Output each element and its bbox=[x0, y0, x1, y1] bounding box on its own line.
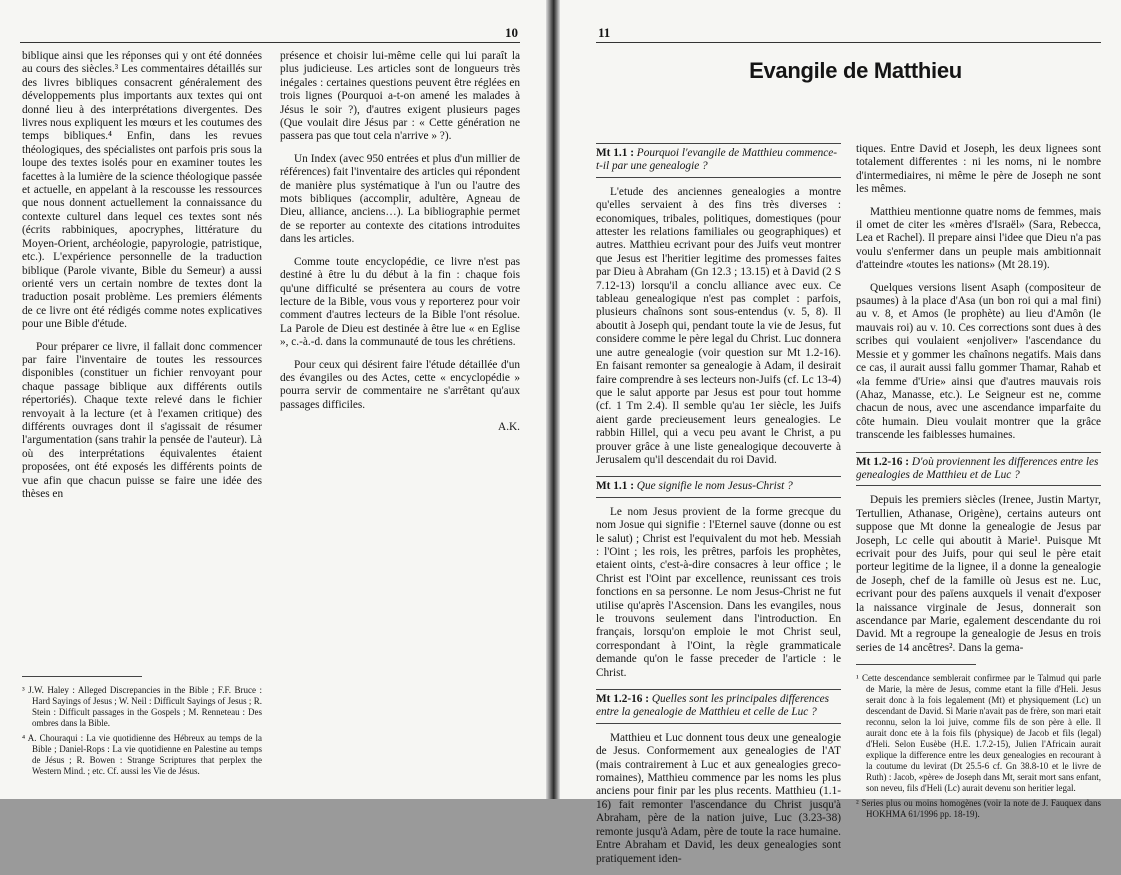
paragraph: Pour préparer ce livre, il fallait donc commencer par faire l'inventaire de toutes les ressources disponibles (constituer un fichier renvoyant pour chaque passage biblique aux différents outils répertoriés). Chaque texte relevé dans le fichier renvoyait à la lecture (et à l'examen critique) des différents ouvrages dont il s'agissait de résumer l'argumentation (sans trahir la pensée de l'auteur). Là où des interprétations équivalentes étaient proposées, ont été exposés les différents points de vue afin que chacun puisse se faire une idée des thèses en bbox=[22, 340, 262, 500]
question-reference: Mt 1.2-16 : bbox=[856, 455, 910, 468]
question-text: D'où proviennent les differences entre les genealogies de Matthieu et de Luc ? bbox=[856, 455, 1099, 481]
paragraph: biblique ainsi que les réponses qui y ont été données au cours des siècles.³ Les commentaires détaillés sur des livres bibliques consacrent généralement des développements plus importants aux textes qui ont donné lieu à des interprétations divergentes. Des livres nous expliquent les mœurs et les coutumes des temps bibliques.⁴ Enfin, dans les revues théologiques, des spécialistes ont parfois pris sous la loupe des textes isolés pour en examiner toutes les facettes à la lumière de la science théologique passée et actuelle, en appelant à la rescousse les ressources que nous donnent actuellement la connaissance du contexte culturel dans lequel ces textes sont nés (écrits rabbiniques, apocryphes, littérature du Moyen-Orient, archéologie, papyrologie, patristique, etc.). L'expérience personnelle de la traduction biblique (Parole vivante, Bible du Semeur) a aussi orienté vers un certain nombre de textes dont la traduction posait problème. Les premiers éléments de ce livre ont été rédigés comme notes explicatives pour une Bible d'étude. bbox=[22, 50, 262, 331]
paragraph: Pour ceux qui désirent faire l'étude détaillée d'un des évangiles ou des Actes, cette « encyclopédie » pourra servir de commentaire ne s'arrêtant qu'aux passages difficiles. bbox=[280, 358, 520, 411]
question-reference: Mt 1.1 : bbox=[596, 147, 634, 159]
page-number-left: 10 bbox=[505, 25, 518, 40]
paragraph: tiques. Entre David et Joseph, les deux lignees sont totalement differentes : ni les noms, ni le nombre d'intermediaires, ni même le père de Joseph ne sont les mêmes. bbox=[856, 143, 1101, 196]
right-column-2 bbox=[856, 143, 1101, 824]
question-heading bbox=[856, 452, 1101, 487]
book-gutter bbox=[546, 0, 560, 799]
paragraph: Quelques versions lisent Asaph (compositeur de psaumes) à la place d'Asa (un bon roi qui a mal fini) au v. 8, et Amos (le prophète) au lieu d'Amôn (le mauvais roi) au v. 10. Ces corrections sont dues à des scribes qui voulaient «enjoliver» l'ascendance du Messie et y gommer les chaînons negatifs. Mais dans ce cas, il aurait aussi fallu gommer Thamar, Rahab et «la femme d'Urie» ainsi que d'autres mauvais rois (Ahaz, Manasse, etc.). Le Seigneur est ne, comme chacun de nous, avec une ascendance imparfaite du côte humain. Dieu voulait montrer que la grâce transcende les faiblesses humaines. bbox=[856, 281, 1101, 442]
question-heading bbox=[596, 143, 841, 178]
question-heading bbox=[596, 476, 841, 497]
paragraph: Comme toute encyclopédie, ce livre n'est pas destiné à être lu du début à la fin : chaque fois qu'une difficulté se présentera au cours de votre lecture de la Bible, vous vous y reporterez pour voir comment d'autres lecteurs de la Bible l'ont résolue. La Parole de Dieu est destinée à être lue « en Eglise », c.-à.-d. dans la communauté de tous les chrétiens. bbox=[280, 255, 520, 349]
right-column-1 bbox=[596, 143, 841, 875]
question-text: Pourquoi l'evangile de Matthieu commence-t-il par une genealogie ? bbox=[596, 147, 838, 173]
footnote-separator bbox=[22, 676, 142, 677]
paragraph: Matthieu mentionne quatre noms de femmes, mais il omet de citer les «mères d'Israël» (Sara, Rebecca, Lea et Rachel). Il prepare ainsi l'idee que Dieu n'a pas voulu s'enfermer dans un peuple mais ambitionnait d'atteindre «toutes les nations» (Mt 28.19). bbox=[856, 205, 1101, 272]
header-rule bbox=[20, 42, 520, 43]
footnote-separator bbox=[856, 664, 976, 665]
chapter-title: Evangile de Matthieu bbox=[749, 58, 962, 83]
paragraph: Un Index (avec 950 entrées et plus d'un millier de références) fait l'inventaire des articles qui répondent de manière plus systématique à l'un ou l'autre des mots bibliques (accomplir, adultère, Agneau de Dieu, alliance, anciens…). La bibliographie permet de se reporter au contexte des citations introduites dans les articles. bbox=[280, 152, 520, 246]
author-signature: A.K. bbox=[498, 421, 520, 434]
right-page bbox=[560, 0, 1121, 865]
footnote: ² Series plus ou moins homogènes (voir la note de J. Fauquex dans HOKHMA 61/1996 pp. 18-19). bbox=[856, 798, 1101, 820]
footnote: ³ J.W. Haley : Alleged Discrepancies in the Bible ; F.F. Bruce : Hard Sayings of Jesus ; W. Neil : Difficult Sayings of Jesus ; R. Stein : Difficult passages in the Gospels ; M. Renneteau : Des ombres dans la Bible. bbox=[22, 685, 262, 728]
footnote: ¹ Cette descendance semblerait confirmee par le Talmud qui parle de Marie, la mère de Jesus, comme etant la fille d'Heli. Jesus serait donc à la fois legalement (Mt) et physiquement (Lc) un descendant de David. Si Marie n'avait pas de frère, son mari etait reconnu, selon la loi juive, comme fils de son père à elle. Il aurait donc ete à la fois fils (physique) de Jacob et fils (legal) d'Heli. Selon Eusèbe (H.E. 1.7.2-15), Julien l'Africain aurait explique la difference entre les deux genealogies en recourant à la coutume du levirat (Dt 25.5-6 cf. Gn 38.8-10 et le livre de Ruth) : Jacob, «père» de Joseph dans Mt, serait mort sans enfant, son neveu, fils d'Heli (Lc) aurait devenu son heritier legal. bbox=[856, 673, 1101, 794]
question-reference: Mt 1.2-16 : bbox=[596, 693, 650, 706]
question-heading bbox=[596, 689, 841, 724]
page-number-right: 11 bbox=[598, 25, 611, 40]
right-footnotes bbox=[856, 664, 1101, 820]
left-page bbox=[0, 0, 546, 799]
paragraph: Le nom Jesus provient de la forme grecque du nom Josue qui signifie : l'Eternel sauve (donne ou est le salut) ; Christ est l'equivalent du mot heb. Messiah : l'Oint ; les rois, les prêtres, parfois les prophètes, etaient oints, c'est-à-dire consacres à leur office ; le Christ est l'Oint par excellence, reunissant ces trois fonctions en sa personne. Le nom Jesus-Christ ne fut utilise qu'après l'Ascension. Dans les evangiles, nous le trouvons seulement dans l'introduction. En français, lorsqu'on emploie le mot Christ seul, correspondant à l'Oint, la règle grammaticale demande qu'on le fasse preceder de l'article : le Christ. bbox=[596, 505, 841, 679]
footnote: ⁴ A. Chouraqui : La vie quotidienne des Hébreux au temps de la Bible ; Daniel-Rops : La vie quotidienne en Palestine au temps de Jésus ; R. Bowen : Strange Scriptures that perplex the Western Mind. ; etc. Cf. aussi les Vie de Jésus. bbox=[22, 733, 262, 776]
question-text: Quelles sont les principales differences entre la genealogie de Matthieu et celle de Luc ? bbox=[596, 693, 830, 719]
paragraph: L'etude des anciennes genealogies a montre qu'elles servaient à des fins très diverses : economiques, tribales, politiques, domestiques (pour attester les relations familiales ou geographiques) et autres. Matthieu ecrivant pour des Juifs veut montrer que Jesus est l'heritier legitime des promesses faites par Dieu à Abraham (Gn 12.3 ; 13.15) et à David (2 S 7.12-13) lorsqu'il a conclu alliance avec eux. Ce tableau genealogique n'est pas complet : parfois, plusieurs chaînons sont sous-entendus (v. 5, 8). Il aboutit à Joseph qui, pendant toute la vie de Jesus, fut considere comme le père legal du Christ. Luc donnera une autre genealogie (voir question sur Mt 1.2-16). En faisant remonter sa genealogie à Adam, il desirait faire comprendre à ses lecteurs non-Juifs (cf. Lc 13-4) que le salut apporte par Jesus est pour tout homme (cf. 1 Tm 2.4). Il semble qu'au 1er siècle, les Juifs aient garde precieusement leurs genealogies. Le rabbin Hillel, qui a vecu peu avant le Christ, a pu prouver grâce à une liste genealogique decouverte à Jerusalem qu'il descendait du roi David. bbox=[596, 185, 841, 466]
paragraph: présence et choisir lui-même celle qui lui paraît la plus judicieuse. Les articles sont de longueurs très inégales : certaines questions peuvent être réglées en trois lignes (Pourquoi a-t-on amené les malades à Jésus le soir ?), d'autres exigent plusieurs pages (Que voulait dire Jésus par : « Cette génération ne passera pas que tout cela n'arrive » ?). bbox=[280, 50, 520, 143]
paragraph: Depuis les premiers siècles (Irenee, Justin Martyr, Tertullien, Athanase, Origène), certains auteurs ont suppose que Mt donne la genealogie de Jesus par Joseph, Lc celle qui aboutit à Marie¹. Puisque Mt ecrivait pour des Juifs, pour qui seul le père etait porteur legitime de la lignee, il a donne la genealogie de Joseph, chef de la famille où Jesus est ne. Luc, ecrivant pour des païens auxquels il venait d'exposer la naissance virginale de Jesus, donnerait son ascendance par Marie, egalement descendante du roi David. Mt a regroupe la genealogie de Jesus en trois series de 14 ancêtres². Dans la gema- bbox=[856, 494, 1101, 654]
header-rule bbox=[596, 42, 1101, 43]
paragraph: Matthieu et Luc donnent tous deux une genealogie de Jesus. Conformement aux genealogies de l'AT (mais contrairement à Luc et aux genealogies greco-romaines), Matthieu commence par les noms les plus anciens pour finir par les plus recents. Matthieu (1.1-16) fait remonter l'ascendance du Christ jusqu'à Abraham, père de la nation juive, Luc (3.23-38) remonte jusqu'à Adam, père de toute la race humaine. Entre Abraham et David, les deux genealogies sont pratiquement iden- bbox=[596, 731, 841, 865]
left-footnotes bbox=[22, 676, 262, 781]
left-column-1 bbox=[22, 50, 262, 510]
question-reference: Mt 1.1 : bbox=[596, 480, 634, 493]
question-text: Que signifie le nom Jesus-Christ ? bbox=[636, 480, 793, 493]
left-column-2 bbox=[280, 50, 520, 435]
